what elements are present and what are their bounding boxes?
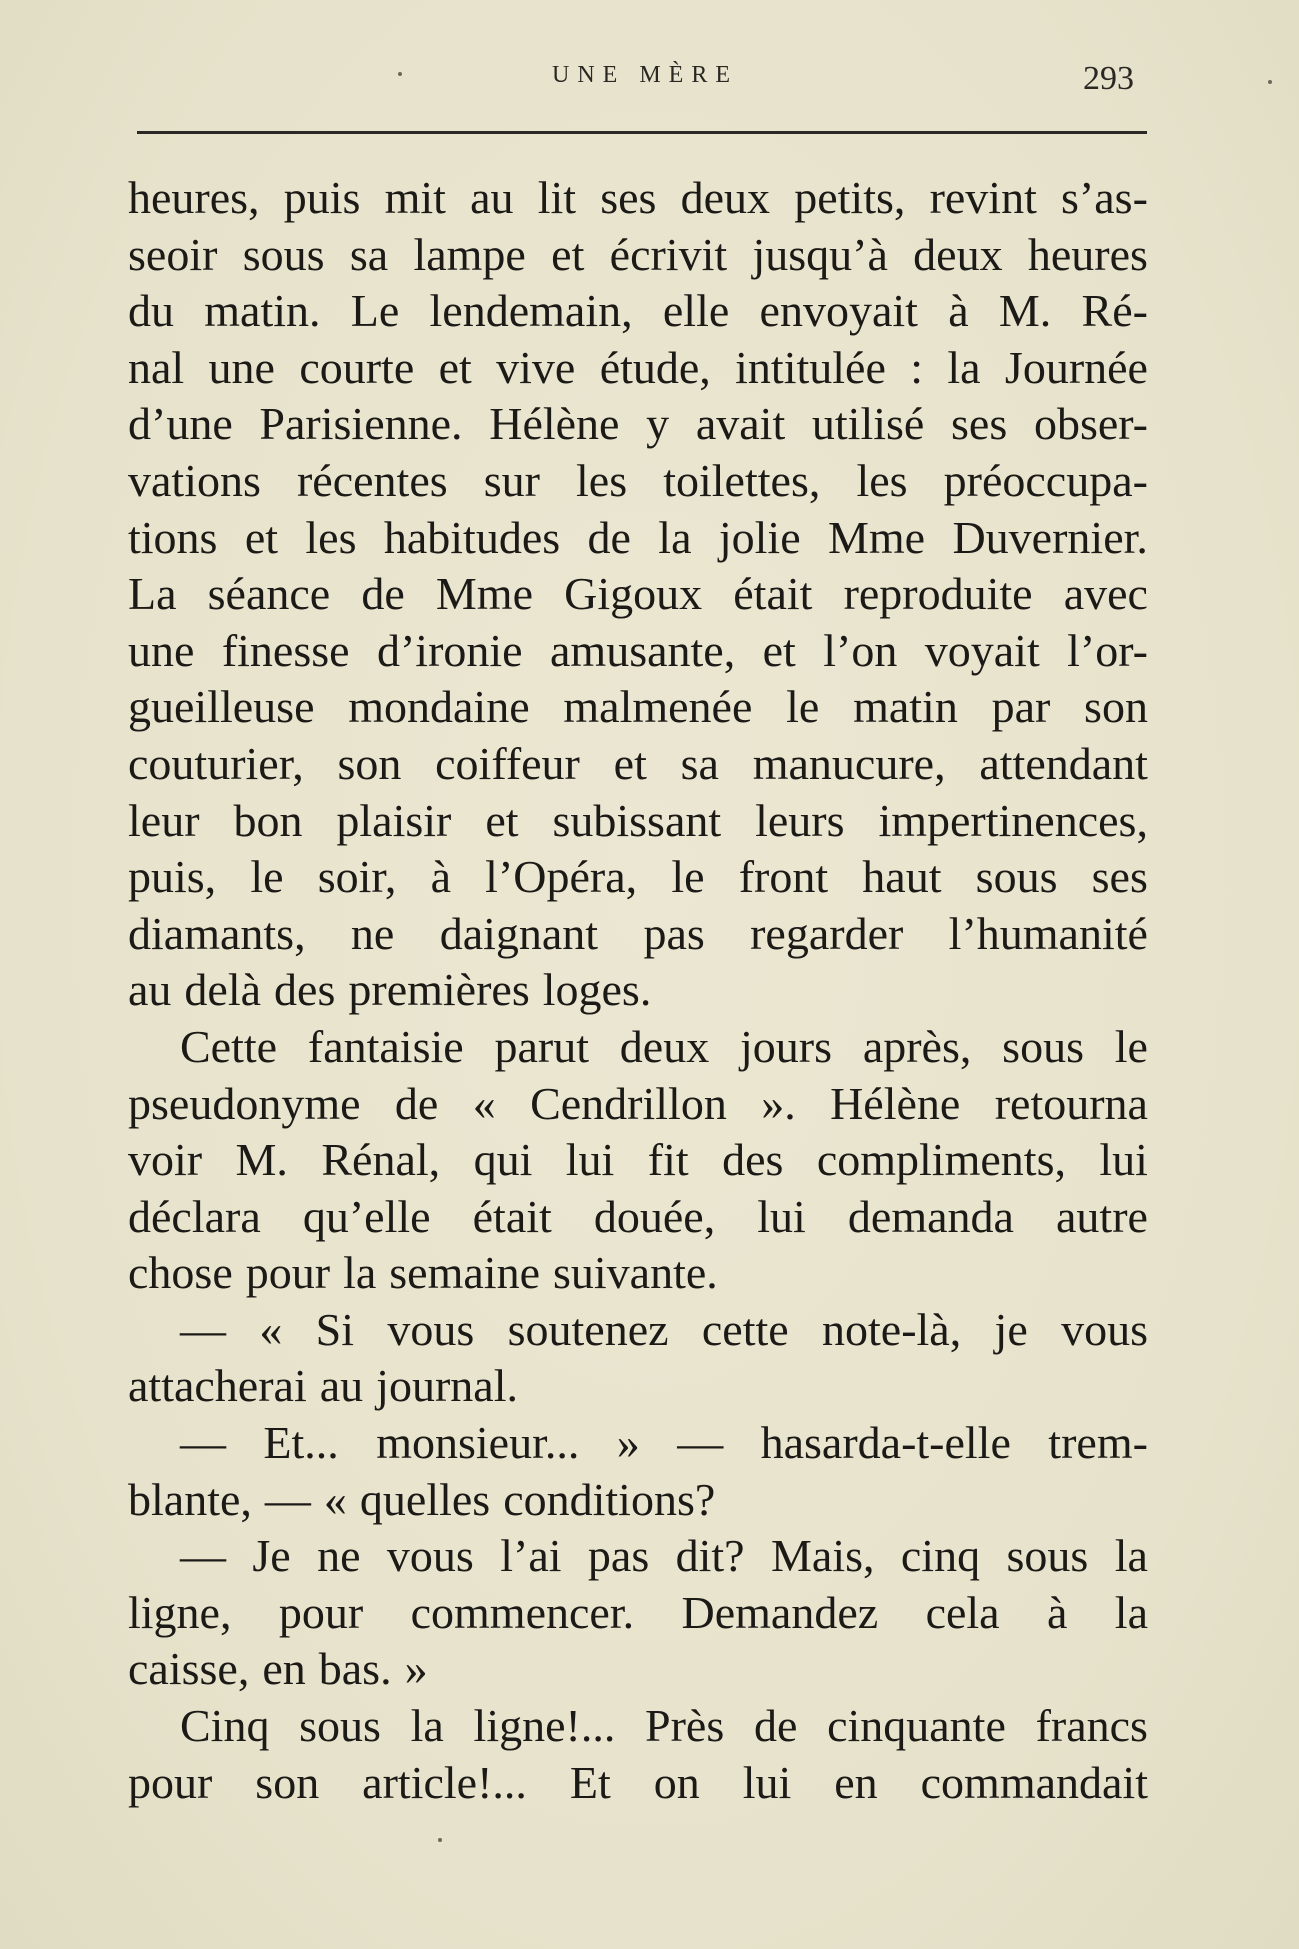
word: chose xyxy=(128,1247,233,1299)
word: dit? xyxy=(675,1530,745,1582)
word: d’une xyxy=(128,398,233,450)
word: écrivit xyxy=(609,228,728,280)
word: son xyxy=(1084,681,1148,733)
word: ses xyxy=(600,172,657,223)
word: était xyxy=(472,1190,552,1242)
word: heures xyxy=(1027,228,1148,280)
word: sur xyxy=(483,454,540,506)
word: par xyxy=(991,681,1051,733)
word: les xyxy=(856,454,908,506)
word: lui xyxy=(742,1756,792,1808)
word: la xyxy=(343,1247,377,1299)
word: Cendrillon xyxy=(530,1077,727,1129)
word: La xyxy=(128,568,177,620)
text-line xyxy=(128,283,1148,340)
text-line xyxy=(128,1528,1148,1585)
word: daignant xyxy=(439,907,599,959)
word: « xyxy=(259,1303,283,1355)
word: vous xyxy=(387,1303,475,1355)
word: l’humanité xyxy=(948,907,1148,959)
word: Je xyxy=(252,1530,291,1582)
word: habitudes xyxy=(383,511,561,563)
word: parut xyxy=(494,1020,589,1072)
text-line xyxy=(128,1076,1148,1133)
running-head: UNE MÈRE xyxy=(552,62,738,88)
word: regarder xyxy=(750,907,904,959)
text-line xyxy=(128,623,1148,680)
word: et xyxy=(551,228,585,280)
word: pas xyxy=(643,907,705,959)
text-line xyxy=(128,1755,1148,1812)
word: » xyxy=(404,1643,428,1695)
word: voir xyxy=(128,1134,203,1186)
word: soir, xyxy=(317,851,397,903)
word: je xyxy=(994,1303,1028,1355)
word: des xyxy=(722,1134,784,1186)
word: commencer. xyxy=(410,1586,635,1638)
word: avait xyxy=(695,398,786,450)
word: une xyxy=(208,341,275,393)
word: le xyxy=(671,851,705,903)
word: en xyxy=(262,1643,306,1695)
word: pas xyxy=(587,1530,650,1582)
word: Duvernier. xyxy=(952,511,1148,563)
text-line xyxy=(128,1415,1148,1472)
word: son xyxy=(255,1756,320,1808)
word: et xyxy=(613,737,647,789)
text-line xyxy=(128,1302,1148,1359)
text-line xyxy=(128,227,1148,284)
word: monsieur... xyxy=(376,1417,580,1469)
word: la xyxy=(410,1700,444,1752)
paper-speck xyxy=(1268,80,1272,84)
word: voyait xyxy=(924,624,1040,676)
word: Parisienne. xyxy=(259,398,463,450)
word: — xyxy=(180,1530,226,1582)
word: avec xyxy=(1063,568,1148,620)
word: du xyxy=(128,285,174,337)
word: l’on xyxy=(823,624,898,676)
word: gueilleuse xyxy=(128,681,315,733)
word: sa xyxy=(349,228,389,280)
word: malmenée xyxy=(563,681,753,733)
word: Hélène xyxy=(489,398,620,450)
word: ligne!... xyxy=(473,1700,616,1752)
word: caisse, xyxy=(128,1643,250,1695)
word: la xyxy=(1114,1530,1148,1582)
word: sous xyxy=(242,228,325,280)
word: au xyxy=(319,1360,364,1412)
word: « xyxy=(472,1077,496,1129)
text-line xyxy=(128,1472,1148,1529)
word: l’ai xyxy=(500,1530,562,1582)
word: obser- xyxy=(1033,398,1148,450)
word: lampe xyxy=(413,228,526,280)
word: M. xyxy=(235,1134,288,1186)
word: lendemain, xyxy=(429,285,633,337)
word: compliments, xyxy=(816,1134,1066,1186)
word: retourna xyxy=(994,1077,1148,1129)
word: leurs xyxy=(755,794,845,846)
word: qui xyxy=(473,1134,533,1186)
word: pour xyxy=(128,1756,213,1808)
word: article!... xyxy=(362,1756,527,1808)
word: leur xyxy=(128,794,200,846)
text-line xyxy=(128,1132,1148,1189)
word: bas. xyxy=(318,1643,392,1695)
word: ligne, xyxy=(128,1586,232,1638)
word: la xyxy=(658,511,692,563)
text-line xyxy=(128,170,1148,227)
text-line xyxy=(128,1189,1148,1246)
word: et xyxy=(485,794,519,846)
word: et xyxy=(438,341,472,393)
word: vous xyxy=(386,1530,474,1582)
word: déclara xyxy=(128,1190,261,1242)
word: ne xyxy=(350,907,395,959)
word: plaisir xyxy=(336,794,452,846)
word: vations xyxy=(128,454,261,506)
word: fantaisie xyxy=(307,1020,464,1072)
word: « xyxy=(323,1473,347,1525)
word: — xyxy=(180,1303,226,1355)
word: pseudonyme xyxy=(128,1077,361,1129)
text-line xyxy=(128,1358,1148,1415)
word: elle xyxy=(662,285,730,337)
word: Le xyxy=(350,285,400,337)
paper-speck xyxy=(438,1838,442,1842)
word: blante, xyxy=(128,1473,252,1525)
word: seoir xyxy=(128,228,218,280)
word: des xyxy=(274,964,336,1016)
word: matin xyxy=(853,681,958,733)
word: de xyxy=(587,511,631,563)
word: jusqu’à xyxy=(752,228,888,280)
word: Si xyxy=(315,1303,355,1355)
word: journal. xyxy=(376,1360,518,1412)
text-line xyxy=(128,396,1148,453)
word: d’ironie xyxy=(376,624,523,676)
word: la xyxy=(1114,1586,1148,1638)
word: envoyait xyxy=(759,285,918,337)
word: quelles xyxy=(359,1473,491,1525)
word: Mme xyxy=(435,568,533,620)
word: et xyxy=(762,624,796,676)
word: à xyxy=(948,285,969,337)
word: matin. xyxy=(204,285,321,337)
word: bon xyxy=(233,794,303,846)
word: couturier, xyxy=(128,737,304,789)
word: après, xyxy=(862,1020,972,1072)
word: étude, xyxy=(599,341,711,393)
word: deux xyxy=(680,172,771,223)
word: mondaine xyxy=(348,681,530,733)
word: ses xyxy=(1091,851,1148,903)
word: : xyxy=(910,341,924,393)
word: ». xyxy=(761,1077,796,1129)
text-line xyxy=(128,1019,1148,1076)
body-text xyxy=(128,170,1148,1811)
word: l’or- xyxy=(1067,624,1148,676)
text-line xyxy=(128,849,1148,906)
word: de xyxy=(361,568,405,620)
word: lui xyxy=(565,1134,615,1186)
word: récentes xyxy=(296,454,448,506)
word: manucure, xyxy=(752,737,946,789)
word: note-là, xyxy=(822,1303,962,1355)
word: premières xyxy=(348,964,530,1016)
word: Hélène xyxy=(830,1077,961,1129)
word: courte xyxy=(299,341,415,393)
text-line xyxy=(128,679,1148,736)
text-line xyxy=(128,1245,1148,1302)
word: petits, xyxy=(794,172,906,223)
word: semaine xyxy=(389,1247,540,1299)
word: en xyxy=(834,1756,878,1808)
text-line xyxy=(128,453,1148,510)
word: hasarda-t-elle xyxy=(760,1417,1011,1469)
word: une xyxy=(128,624,195,676)
word: diamants, xyxy=(128,907,306,959)
word: vous xyxy=(1061,1303,1148,1355)
word: cette xyxy=(701,1303,789,1355)
word: le xyxy=(250,851,284,903)
word: francs xyxy=(1035,1700,1148,1752)
word: suivante. xyxy=(553,1247,718,1299)
word: Et... xyxy=(263,1417,339,1469)
text-line xyxy=(128,566,1148,623)
text-line xyxy=(128,510,1148,567)
word: Mme xyxy=(827,511,926,563)
word: demanda xyxy=(847,1190,1014,1242)
word: y xyxy=(646,398,670,450)
word: Mais, xyxy=(771,1530,875,1582)
word: attacherai xyxy=(128,1360,307,1412)
word: soutenez xyxy=(507,1303,669,1355)
word: — xyxy=(677,1417,724,1469)
word: reproduite xyxy=(843,568,1033,620)
word: le xyxy=(1114,1020,1148,1072)
text-line xyxy=(128,793,1148,850)
word: lit xyxy=(537,172,577,223)
text-line xyxy=(128,736,1148,793)
word: les xyxy=(576,454,628,506)
word: deux xyxy=(619,1020,710,1072)
word: tions xyxy=(128,511,218,563)
word: impertinences, xyxy=(878,794,1148,846)
text-line xyxy=(128,906,1148,963)
word: sa xyxy=(680,737,719,789)
word: au xyxy=(128,964,172,1016)
word: — xyxy=(264,1473,311,1525)
word: à xyxy=(430,851,451,903)
word: Ré- xyxy=(1081,285,1148,337)
word: Gigoux xyxy=(564,568,703,620)
text-line xyxy=(128,340,1148,397)
word: Et xyxy=(569,1756,611,1808)
word: préoccupa- xyxy=(943,454,1148,506)
word: coiffeur xyxy=(435,737,580,789)
word: jolie xyxy=(718,511,801,563)
word: intitulée xyxy=(735,341,886,393)
word: delà xyxy=(184,964,262,1016)
word: nal xyxy=(128,341,185,393)
word: fit xyxy=(647,1134,689,1186)
paper-speck xyxy=(398,72,402,76)
word: attendant xyxy=(979,737,1148,789)
text-line xyxy=(128,962,1148,1019)
word: front xyxy=(738,851,829,903)
word: séance xyxy=(207,568,331,620)
word: autre xyxy=(1056,1190,1148,1242)
word: trem- xyxy=(1048,1417,1148,1469)
word: de xyxy=(394,1077,439,1129)
word: de xyxy=(753,1700,798,1752)
word: Cette xyxy=(180,1020,278,1072)
word: son xyxy=(337,737,402,789)
word: finesse xyxy=(221,624,350,676)
word: puis xyxy=(283,172,361,223)
word: s’as- xyxy=(1061,172,1148,223)
word: deux xyxy=(913,228,1003,280)
word: pour xyxy=(278,1586,364,1638)
word: Cinq xyxy=(180,1700,270,1752)
word: était xyxy=(733,568,813,620)
word: Près xyxy=(645,1700,725,1752)
word: subissant xyxy=(552,794,722,846)
word: M. xyxy=(998,285,1052,337)
word: utilisé xyxy=(811,398,925,450)
word: Journée xyxy=(1004,341,1148,393)
text-line xyxy=(128,1698,1148,1755)
word: ne xyxy=(317,1530,361,1582)
page-number: 293 xyxy=(1083,60,1134,97)
word: amusante, xyxy=(550,624,736,676)
word: sous xyxy=(299,1700,381,1752)
word: commandait xyxy=(920,1756,1148,1808)
header-rule xyxy=(137,131,1147,134)
word: les xyxy=(305,511,357,563)
word: douée, xyxy=(593,1190,716,1242)
word: — xyxy=(180,1417,226,1469)
word: loges. xyxy=(542,964,652,1016)
word: sous xyxy=(1002,1020,1084,1072)
word: » xyxy=(616,1417,640,1469)
word: Demandez xyxy=(681,1586,879,1638)
word: le xyxy=(786,681,820,733)
word: puis, xyxy=(128,851,217,903)
word: toilettes, xyxy=(663,454,821,506)
word: lui xyxy=(757,1190,806,1242)
word: la xyxy=(947,341,981,393)
word: vive xyxy=(496,341,576,393)
word: sous xyxy=(975,851,1058,903)
text-line xyxy=(128,1641,1148,1698)
word: on xyxy=(653,1756,700,1808)
word: heures, xyxy=(128,172,260,223)
word: au xyxy=(470,172,514,223)
word: haut xyxy=(862,851,942,903)
word: Rénal, xyxy=(321,1134,441,1186)
word: jours xyxy=(740,1020,833,1072)
word: ses xyxy=(951,398,1008,450)
word: lui xyxy=(1099,1134,1148,1186)
word: mit xyxy=(384,172,446,223)
word: qu’elle xyxy=(302,1190,431,1242)
word: revint xyxy=(929,172,1037,223)
word: cinq xyxy=(900,1530,981,1582)
word: pour xyxy=(245,1247,331,1299)
word: conditions? xyxy=(503,1473,716,1525)
word: l’Opéra, xyxy=(485,851,638,903)
word: cela xyxy=(925,1586,1000,1638)
text-line xyxy=(128,1585,1148,1642)
word: et xyxy=(244,511,279,563)
word: à xyxy=(1046,1586,1068,1638)
word: sous xyxy=(1006,1530,1089,1582)
word: cinquante xyxy=(827,1700,1006,1752)
